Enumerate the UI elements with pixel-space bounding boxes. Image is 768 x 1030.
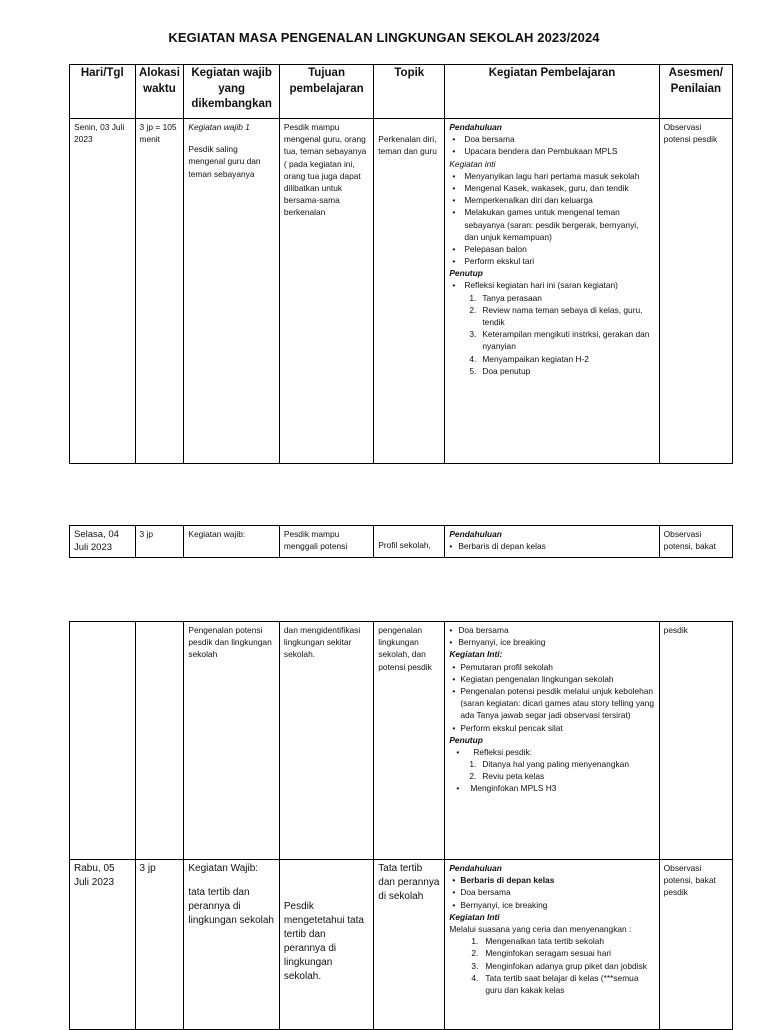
list-item: • Bernyanyi, ice breaking <box>449 636 654 648</box>
day1-inti-label: Kegiatan inti <box>449 158 496 169</box>
day2-time: 3 jp <box>135 526 184 558</box>
day2-cont-kegiatan: Pengenalan potensi pesdik dan lingkungan sekolah <box>184 622 280 860</box>
table-row-day2-top <box>70 526 733 558</box>
header-kegiatan-wajib: Kegiatan wajib yang dikembangkan <box>184 65 280 119</box>
list-item: • Doa bersama <box>449 624 654 636</box>
day2-inti-label: Kegiatan Inti: <box>449 649 503 660</box>
day3-tujuan: Pesdik mengetetahui tata tertib dan perannya di lingkungan sekolah. <box>279 860 373 1030</box>
list-item: • Memperkenalkan diri dan keluarga <box>449 194 654 206</box>
list-item: • Pengenalan potensi pesdik melalui unjuk kebolehan (saran kegiatan: dicari games atau story telling yang ada Tanya jawab segar jadi observasi tersirat) <box>449 685 654 722</box>
header-kegiatan-pembelajaran: Kegiatan Pembelajaran <box>445 65 659 119</box>
list-item: • Berbaris di depan kelas <box>449 540 654 552</box>
list-item: • Upacara bendera dan Pembukaan MPLS <box>449 145 654 157</box>
day2-cont-tujuan: dan mengidentifikasi lingkungan sekitar sekolah. <box>279 622 373 860</box>
schedule-table-day2-day3 <box>69 621 733 1030</box>
day2-cont-asesmen: pesdik <box>659 622 732 860</box>
header-tujuan: Tujuan pembelajaran <box>279 65 373 119</box>
schedule-table-day1 <box>69 64 733 464</box>
table-row-day2-cont <box>70 622 733 860</box>
day2-cont-date <box>70 622 136 860</box>
day1-kegiatan-label: Kegiatan wajib 1 <box>188 122 250 132</box>
header-hari: Hari/Tgl <box>70 65 136 119</box>
day3-inti-label: Kegiatan Inti <box>449 911 500 922</box>
day2-cont-topik: pengenalan lingkungan sekolah, dan potensi pesdik <box>374 622 445 860</box>
list-item: 2. Menginfokan seragam sesuai hari <box>471 948 612 959</box>
list-item: • Perform ekskul pencak silat <box>449 722 654 734</box>
day3-kegiatan-text: tata tertib dan perannya di lingkungan sekolah <box>188 887 274 926</box>
day1-penutup-label: Penutup <box>449 268 483 279</box>
day1-asesmen: Observasi potensi pesdik <box>659 119 732 464</box>
table-row-day1 <box>70 119 733 464</box>
list-item: 5. Doa penutup <box>469 365 531 376</box>
day1-time: 3 jp = 105 menit <box>135 119 184 464</box>
list-item: • Refleksi pesdik: <box>449 746 654 758</box>
day2-pendahuluan-label: Pendahuluan <box>449 529 502 539</box>
list-item: 4. Menyampaikan kegiatan H-2 <box>469 353 589 364</box>
list-item: 1. Mengenalkan tata tertib sekolah <box>471 936 605 947</box>
list-item: • Menyanyikan lagu hari pertama masuk sekolah <box>449 170 654 182</box>
document-title: KEGIATAN MASA PENGENALAN LINGKUNGAN SEKOLAH 2023/2024 <box>168 30 600 45</box>
table-row-day3 <box>70 860 733 1030</box>
day2-kegiatan-pembelajaran <box>445 526 659 558</box>
list-item: 4. Tata tertib saat belajar di kelas (***semua guru dan kakak kelas <box>471 972 639 995</box>
schedule-table-day2-top <box>69 525 733 558</box>
day3-asesmen: Observasi potensi, bakat pesdik <box>659 860 732 1030</box>
day3-time: 3 jp <box>135 860 184 1030</box>
day1-kegiatan <box>184 119 280 464</box>
day2-kegiatan: Kegiatan wajib: <box>184 526 280 558</box>
day3-date: Rabu, 05 Juli 2023 <box>70 860 136 1030</box>
day3-kegiatan-label: Kegiatan Wajib: <box>188 863 259 874</box>
list-item: • Pemutaran profil sekolah <box>449 661 654 673</box>
list-item: 3. Menginfokan adanya grup piket dan jobdisk <box>471 960 647 971</box>
day2-tujuan: Pesdik mampu menggali potensi <box>279 526 373 558</box>
day3-kegiatan-pembelajaran <box>445 860 659 1030</box>
list-item: • Doa bersama <box>449 133 654 145</box>
list-item: • Doa bersama <box>449 886 654 898</box>
list-item: • Bernyanyi, ice breaking <box>449 899 654 911</box>
header-row <box>70 65 733 119</box>
day1-date: Senin, 03 Juli 2023 <box>70 119 136 464</box>
day2-penutup-label: Penutup <box>449 734 483 745</box>
day3-kegiatan <box>184 860 280 1030</box>
list-item: 2. Reviu peta kelas <box>469 771 545 782</box>
day1-tujuan: Pesdik mampu mengenal guru, orang tua, teman sebayanya ( pada kegiatan ini, orang tua juga dapat dilibatkan untuk bersama-sama berkenalan <box>279 119 373 464</box>
list-item: • Berbaris di depan kelas <box>449 874 654 886</box>
day2-cont-kegiatan-pembelajaran <box>445 622 659 860</box>
day2-asesmen: Observasi potensi, bakat <box>659 526 732 558</box>
day1-topik: Perkenalan diri, teman dan guru <box>374 119 445 464</box>
list-item: • Kegiatan pengenalan lingkungan sekolah <box>449 673 654 685</box>
header-asesmen: Asesmen/ Penilaian <box>659 65 732 119</box>
day2-date: Selasa, 04 Juli 2023 <box>70 526 136 558</box>
list-item: 1. Ditanya hal yang paling menyenangkan <box>469 759 629 770</box>
list-item: • Menginfokan MPLS H3 <box>449 782 654 794</box>
day1-pendahuluan-label: Pendahuluan <box>449 122 502 132</box>
day1-kegiatan-pembelajaran <box>445 119 659 464</box>
header-topik: Topik <box>374 65 445 119</box>
day3-topik: Tata tertib dan perannya di sekolah <box>374 860 445 1030</box>
day2-topik: Profil sekolah, <box>374 526 445 558</box>
list-item: • Refleksi kegiatan hari ini (saran kegiatan) <box>449 279 654 291</box>
header-alokasi: Alokasi waktu <box>135 65 184 119</box>
list-item: 2. Review nama teman sebaya di kelas, guru, tendik <box>469 304 643 327</box>
list-item: • Melakukan games untuk mengenal teman sebayanya (saran: pesdik bergerak, bernyanyi, dan unjuk kemampuan) <box>449 206 654 243</box>
day3-pendahuluan-label: Pendahuluan <box>449 863 502 873</box>
day1-kegiatan-text: Pesdik saling mengenal guru dan teman sebayanya <box>188 144 261 179</box>
list-item: • Mengenal Kasek, wakasek, guru, dan tendik <box>449 182 654 194</box>
day3-inti-intro: Melalui suasana yang ceria dan menyenangkan : <box>449 923 632 934</box>
list-item: • Perform ekskul tari <box>449 255 654 267</box>
list-item: 3. Keterampilan mengikuti instrksi, gerakan dan nyanyian <box>469 329 650 352</box>
list-item: • Pelepasan balon <box>449 243 654 255</box>
day2-cont-time <box>135 622 184 860</box>
list-item: 1. Tanya perasaan <box>469 292 542 303</box>
